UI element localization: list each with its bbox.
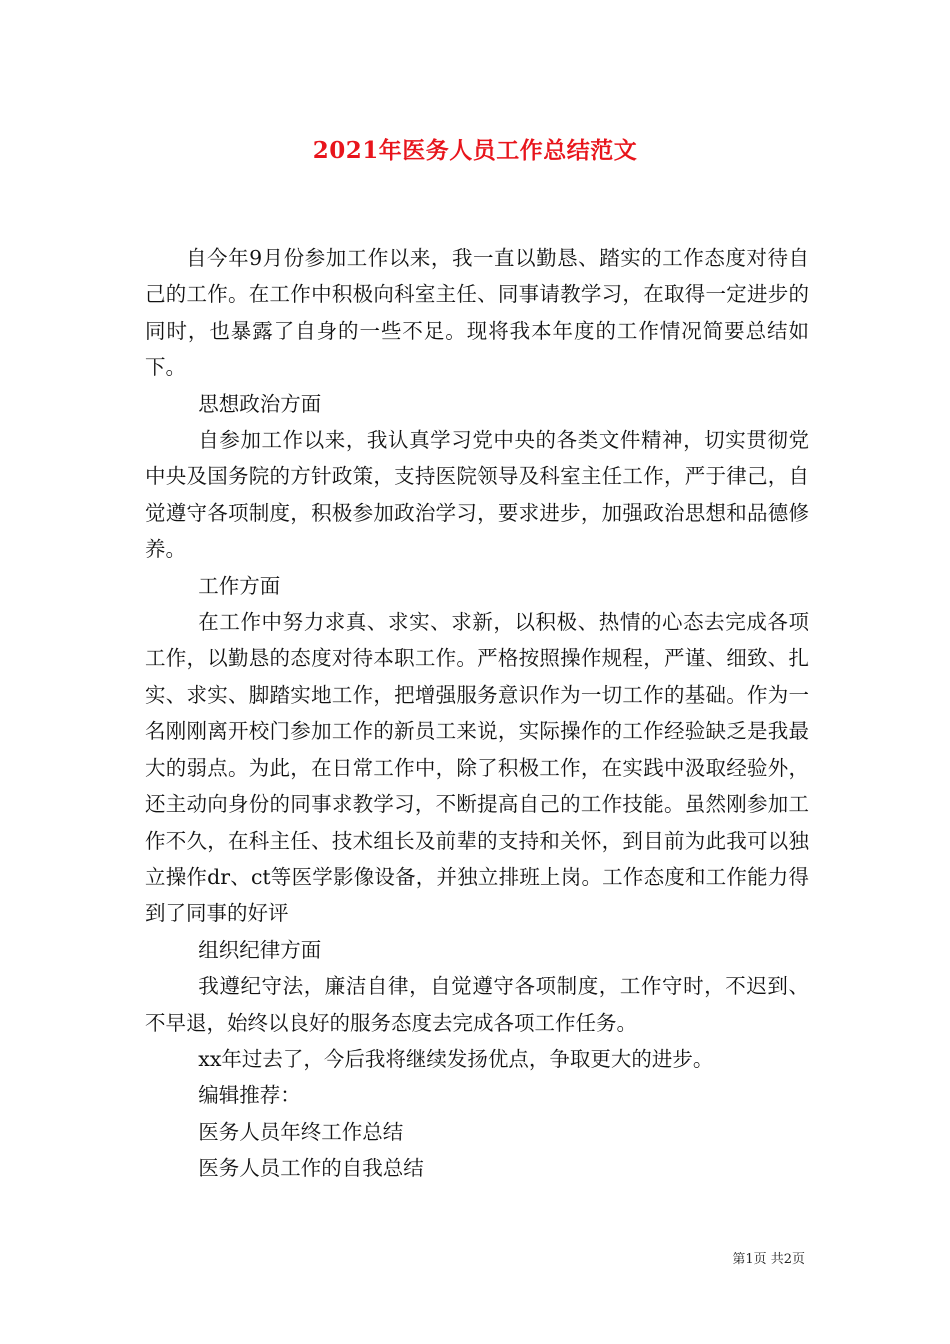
discipline-paragraph: 我遵纪守法，廉洁自律，自觉遵守各项制度，工作守时，不迟到、不早退，始终以良好的服务态度去完成各项工作任务。 <box>145 974 809 1035</box>
document-title: 2021年医务人员工作总结范文 <box>312 137 638 164</box>
document-body <box>145 240 809 1187</box>
recommended-link-self-summary[interactable]: 医务人员工作的自我总结 <box>198 1156 424 1181</box>
recommend-label: 编辑推荐： <box>198 1083 301 1108</box>
section-heading-discipline: 组织纪律方面 <box>198 937 322 962</box>
intro-paragraph: 自今年9月份参加工作以来，我一直以勤恳、踏实的工作态度对待自己的工作。在工作中积极向科室主任、同事请教学习，在取得一定进步的同时，也暴露了自身的一些不足。现将我本年度的工作情况简要总结如下。 <box>145 246 809 380</box>
closing-paragraph: xx年过去了，今后我将继续发扬优点，争取更大的进步。 <box>198 1046 714 1071</box>
recommended-link-year-end-summary[interactable]: 医务人员年终工作总结 <box>198 1119 404 1144</box>
work-paragraph: 在工作中努力求真、求实、求新，以积极、热情的心态去完成各项工作，以勤恳的态度对待本职工作。严格按照操作规程，严谨、细致、扎实、求实、脚踏实地工作，把增强服务意识作为一切工作的基础。作为一名刚刚离开校门参加工作的新员工来说，实际操作的工作经验缺乏是我最大的弱点。为此，在日常工作中，除了积极工作，在实践中汲取经验外，还主动向身份的同事求教学习，不断提高自己的工作技能。虽然刚参加工作不久，在科主任、技术组长及前辈的支持和关怀，到目前为此我可以独立操作dr、ct等医学影像设备，并独立排班上岗。工作态度和工作能力得到了同事的好评 <box>145 610 809 926</box>
section-heading-work: 工作方面 <box>198 573 281 598</box>
politics-paragraph: 自参加工作以来，我认真学习党中央的各类文件精神，切实贯彻党中央及国务院的方针政策，支持医院领导及科室主任工作，严于律己，自觉遵守各项制度，积极参加政治学习，要求进步，加强政治思想和品德修养。 <box>145 428 809 562</box>
section-heading-politics: 思想政治方面 <box>198 391 322 416</box>
page-number: 第1页 共2页 <box>732 1252 805 1267</box>
